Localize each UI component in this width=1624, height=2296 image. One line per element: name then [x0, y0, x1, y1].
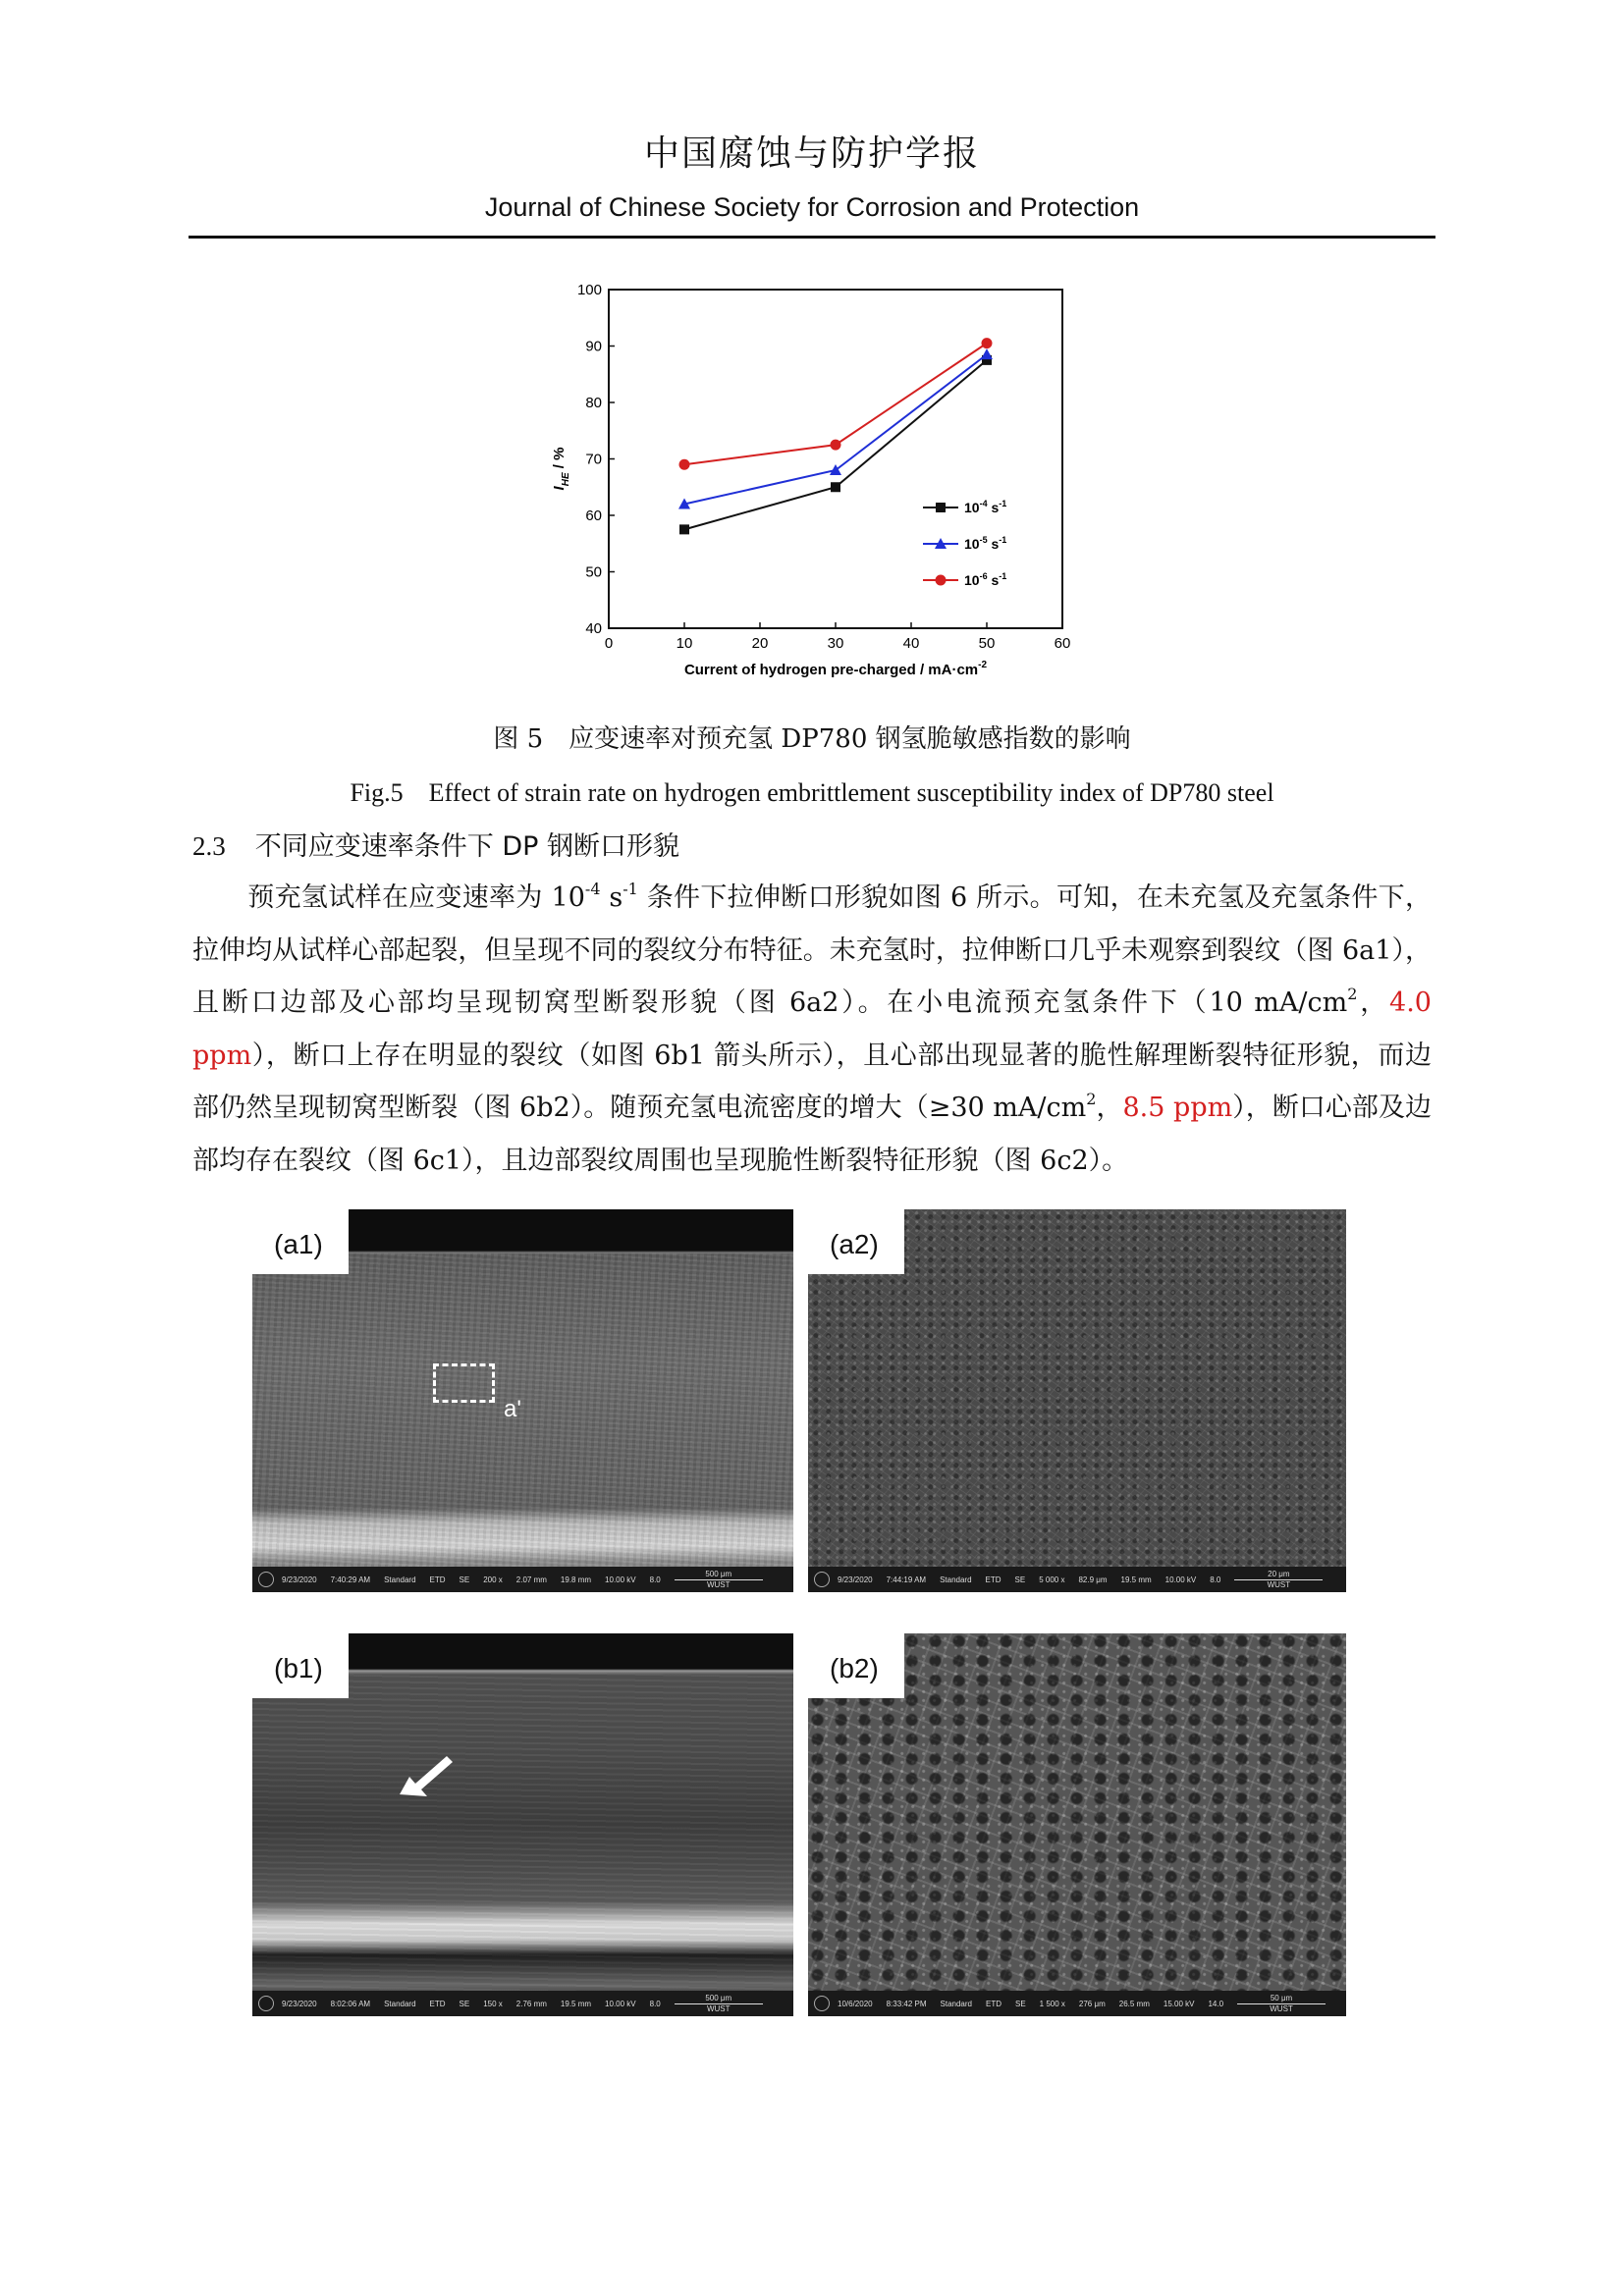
sem-mag: 5 000 x [1039, 1575, 1065, 1584]
paragraph-text: ， [1096, 1093, 1123, 1123]
paragraph-text: ， [1357, 988, 1390, 1018]
paragraph-sup: -4 [584, 880, 601, 898]
section-heading [192, 825, 679, 863]
highlight-hydrogen-content: 8.5 ppm [1122, 1093, 1233, 1123]
sem-hfw: 82.9 μm [1078, 1575, 1108, 1584]
paragraph-sup: -1 [623, 880, 638, 898]
sem-scalebar: 500 μm WUST [675, 1994, 763, 2013]
data-point-1 [981, 348, 993, 359]
sem-wd: 19.5 mm [560, 1999, 592, 2008]
inset-region-label: a' [504, 1396, 521, 1422]
data-point-2 [679, 459, 690, 470]
figure5-caption-cn: 图 5 应变速率对预充氢 DP780 钢氢脆敏感指数的影响 [493, 724, 1131, 754]
sem-spot: 8.0 [1210, 1575, 1221, 1584]
sem-date: 10/6/2020 [838, 1999, 873, 2008]
y-tick-label: 100 [576, 282, 602, 298]
data-point-2 [831, 440, 841, 451]
panel-tag: (b2) [808, 1633, 904, 1698]
sem-vacuum: Standard [384, 1575, 416, 1584]
sem-mag: 150 x [483, 1999, 503, 2008]
y-axis-label: $I_{HE}$ / % [551, 447, 571, 491]
crack-arrow-icon [398, 1751, 457, 1800]
instrument-logo-icon [814, 1996, 830, 2011]
x-tick-label: 20 [751, 635, 769, 652]
paragraph-text: 预充氢试样在应变速率为 10 [247, 882, 585, 913]
section-number: 2.3 [192, 831, 226, 861]
instrument-logo-icon [814, 1572, 830, 1587]
instrument-logo-icon [258, 1572, 274, 1587]
paragraph-text: s [600, 882, 623, 913]
paragraph-text: ），断口心部及边部均存在裂纹（图 6c1），且边部裂纹周围也呈现脆性断裂特征形貌（图 6c2）。 [192, 1093, 1432, 1176]
series-line-1 [684, 354, 987, 504]
sem-databar [252, 1567, 793, 1592]
x-tick-label: 10 [676, 635, 693, 652]
sem-wd: 19.5 mm [1120, 1575, 1152, 1584]
body-paragraph [192, 872, 1432, 1187]
sem-hv: 10.00 kV [605, 1575, 636, 1584]
x-tick-label: 50 [978, 635, 996, 652]
y-tick-label: 90 [585, 338, 602, 355]
y-tick-label: 70 [585, 451, 602, 468]
sem-mode: SE [459, 1575, 470, 1584]
sem-mode: SE [1014, 1999, 1026, 2008]
x-tick-label: 60 [1054, 635, 1071, 652]
sem-time: 7:40:29 AM [330, 1575, 371, 1584]
paragraph-text: 条件下拉伸断口形貌如图 6 所示。可知，在未充氢及充氢条件下，拉伸均从试样心部起裂，但呈现不同的裂纹分布特征。未充氢时，拉伸断口几乎未观察到裂纹（图 6a1），且断口边部及心部均呈现韧窝型断裂形貌（图 6a2）。在小电流预充氢条件下（10 mA/cm [192, 882, 1432, 1018]
sem-time: 7:44:19 AM [886, 1575, 927, 1584]
sem-mag: 200 x [483, 1575, 503, 1584]
sem-spot: 8.0 [649, 1575, 661, 1584]
figure5-chart [530, 275, 1080, 687]
sem-panel-a2 [808, 1209, 1346, 1592]
paragraph-sup: 2 [1347, 985, 1358, 1003]
sem-databar [808, 1567, 1346, 1592]
legend-marker-0 [936, 503, 946, 512]
y-tick-label: 60 [585, 507, 602, 524]
journal-title-cn: 中国腐蚀与防护学报 [643, 133, 980, 174]
y-tick-label: 80 [585, 395, 602, 411]
sem-scalebar: 50 μm WUST [1237, 1994, 1326, 2013]
panel-tag: (b1) [252, 1633, 349, 1698]
sem-vacuum: Standard [940, 1999, 972, 2008]
sem-panel-b2 [808, 1633, 1346, 2016]
sem-scalebar: 20 μm WUST [1234, 1570, 1323, 1589]
instrument-logo-icon [258, 1996, 274, 2011]
x-axis-label: Current of hydrogen pre-charged / $mA\cdot cm^{-2}$ [683, 660, 988, 678]
y-tick-label: 50 [585, 563, 602, 581]
sem-mag: 1 500 x [1039, 1999, 1065, 2008]
sem-det: ETD [429, 1999, 446, 2008]
paragraph-text: ），断口上存在明显的裂纹（如图 6b1 箭头所示），且心部出现显著的脆性解理断裂特征形貌，而边部仍然呈现韧窝型断裂（图 6b2）。随预充氢电流密度的增大（≥30 mA/cm [192, 1040, 1432, 1123]
sem-date: 9/23/2020 [282, 1575, 317, 1584]
sem-det: ETD [985, 1999, 1001, 2008]
sem-time: 8:02:06 AM [330, 1999, 371, 2008]
x-tick-label: 40 [902, 635, 920, 652]
sem-date: 9/23/2020 [282, 1999, 317, 2008]
sem-mode: SE [459, 1999, 470, 2008]
sem-hv: 10.00 kV [1164, 1575, 1197, 1584]
section-title: 不同应变速率条件下 DP 钢断口形貌 [254, 831, 679, 862]
sem-det: ETD [985, 1575, 1001, 1584]
journal-title-en: Journal of Chinese Society for Corrosion and Protection [484, 192, 1140, 222]
paragraph-sup: 2 [1086, 1090, 1097, 1108]
y-tick-label: 40 [585, 620, 602, 637]
sem-scalebar: 500 μm WUST [675, 1570, 763, 1589]
legend-label-0: $10^{-4}$ $s^{-1}$ [964, 499, 1007, 515]
sem-wd: 26.5 mm [1118, 1999, 1150, 2008]
sem-wd: 19.8 mm [560, 1575, 592, 1584]
data-point-0 [679, 524, 689, 534]
sem-det: ETD [429, 1575, 446, 1584]
legend-marker-2 [936, 575, 947, 586]
highlight-hydrogen-content: 4.0 ppm [192, 988, 1432, 1071]
sem-spot: 14.0 [1208, 1999, 1224, 2008]
sem-databar [808, 1991, 1346, 2016]
legend-label-1: $10^{-5}$ $s^{-1}$ [964, 535, 1007, 552]
sem-vacuum: Standard [384, 1999, 416, 2008]
x-tick-label: 30 [827, 635, 844, 652]
legend-label-2: $10^{-6}$ $s^{-1}$ [964, 571, 1007, 588]
sem-databar [252, 1991, 793, 2016]
sem-vacuum: Standard [940, 1575, 972, 1584]
sem-hv: 15.00 kV [1163, 1999, 1195, 2008]
inset-region-box [433, 1363, 495, 1403]
figure5-caption-en: Fig.5 Effect of strain rate on hydrogen embrittlement susceptibility index of DP780 steel [350, 778, 1274, 807]
sem-spot: 8.0 [649, 1999, 661, 2008]
sem-time: 8:33:42 PM [886, 1999, 927, 2008]
panel-tag: (a2) [808, 1209, 904, 1274]
data-point-0 [831, 482, 840, 492]
sem-date: 9/23/2020 [838, 1575, 873, 1584]
sem-mode: SE [1014, 1575, 1026, 1584]
header-rule [189, 236, 1435, 239]
sem-hfw: 2.76 mm [515, 1999, 547, 2008]
panel-tag: (a1) [252, 1209, 349, 1274]
sem-hfw: 276 μm [1078, 1999, 1106, 2008]
x-tick-label: 0 [604, 635, 614, 652]
sem-panel-a1 [252, 1209, 793, 1592]
sem-hv: 10.00 kV [605, 1999, 636, 2008]
sem-panel-b1 [252, 1633, 793, 2016]
data-point-2 [982, 338, 993, 348]
sem-hfw: 2.07 mm [515, 1575, 547, 1584]
